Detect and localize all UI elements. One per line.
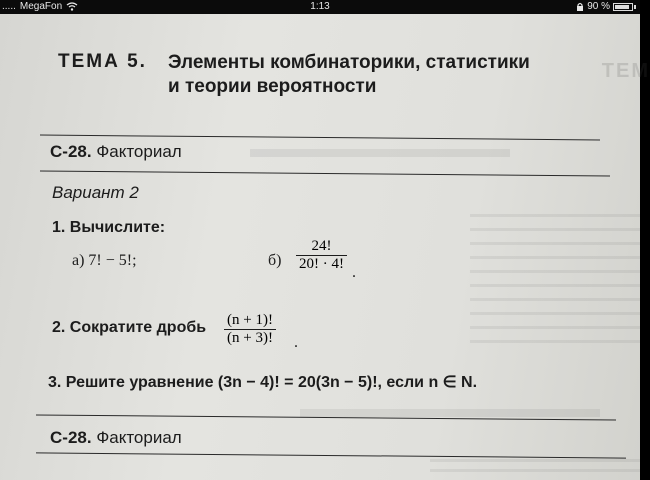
status-time: 1:13 [310, 1, 330, 12]
task-1a: а) 7! − 5!; [72, 252, 137, 269]
battery-fill [615, 5, 629, 9]
task-1b-prefix: б) [268, 252, 282, 269]
section-title: Факториал [96, 142, 182, 161]
fraction-denominator: (n + 3)! [224, 329, 276, 347]
section-heading-2 [50, 428, 182, 448]
section-code: С-28. [50, 428, 92, 447]
bleed-through-heading: ТЕМ [601, 60, 650, 82]
task-3-text: 3. Решите уравнение (3n − 4)! = 20(3n − 5)!, если n ∈ N. [48, 374, 478, 391]
theme-title-line2: и теории вероятности [168, 76, 377, 97]
task-1-text: 1. Вычислите: [52, 219, 166, 236]
theme-title [168, 51, 530, 99]
battery-nub [634, 5, 636, 9]
divider [40, 171, 610, 177]
bleed-through-text [470, 214, 640, 344]
task-1-label [52, 219, 165, 237]
textbook-page [0, 14, 650, 480]
carrier-name: MegaFon [19, 1, 63, 12]
battery-icon [613, 3, 633, 11]
fraction-numerator: 24! [311, 238, 332, 254]
task-2-fraction [224, 312, 276, 347]
variant-heading: Вариант 2 [52, 183, 139, 202]
bleed-through-text [250, 149, 510, 157]
task-3 [48, 372, 477, 392]
theme-label: ТЕМА 5. [58, 51, 147, 72]
divider [36, 452, 626, 458]
task-2-text: 2. Сократите дробь [52, 319, 207, 336]
theme-title-line1: Элементы комбинаторики, статистики [168, 52, 530, 73]
task-1b-fraction [296, 238, 347, 273]
signal-strength: ..... [2, 1, 16, 12]
section-heading [50, 142, 182, 162]
battery-percent: 90 % [587, 1, 610, 12]
task-1b-period: . [352, 264, 356, 281]
bleed-through-text [430, 459, 640, 479]
status-bar [0, 0, 640, 14]
lock-icon [576, 2, 584, 12]
task-2-label [52, 319, 206, 337]
section-code: С-28. [50, 142, 92, 161]
task-2-period: . [294, 334, 298, 351]
divider [40, 135, 600, 141]
bleed-through-text [300, 409, 600, 417]
status-right [576, 1, 636, 12]
fraction-numerator: (n + 1)! [227, 312, 273, 328]
section-title: Факториал [96, 428, 182, 447]
fraction-denominator: 20! · 4! [296, 255, 347, 273]
